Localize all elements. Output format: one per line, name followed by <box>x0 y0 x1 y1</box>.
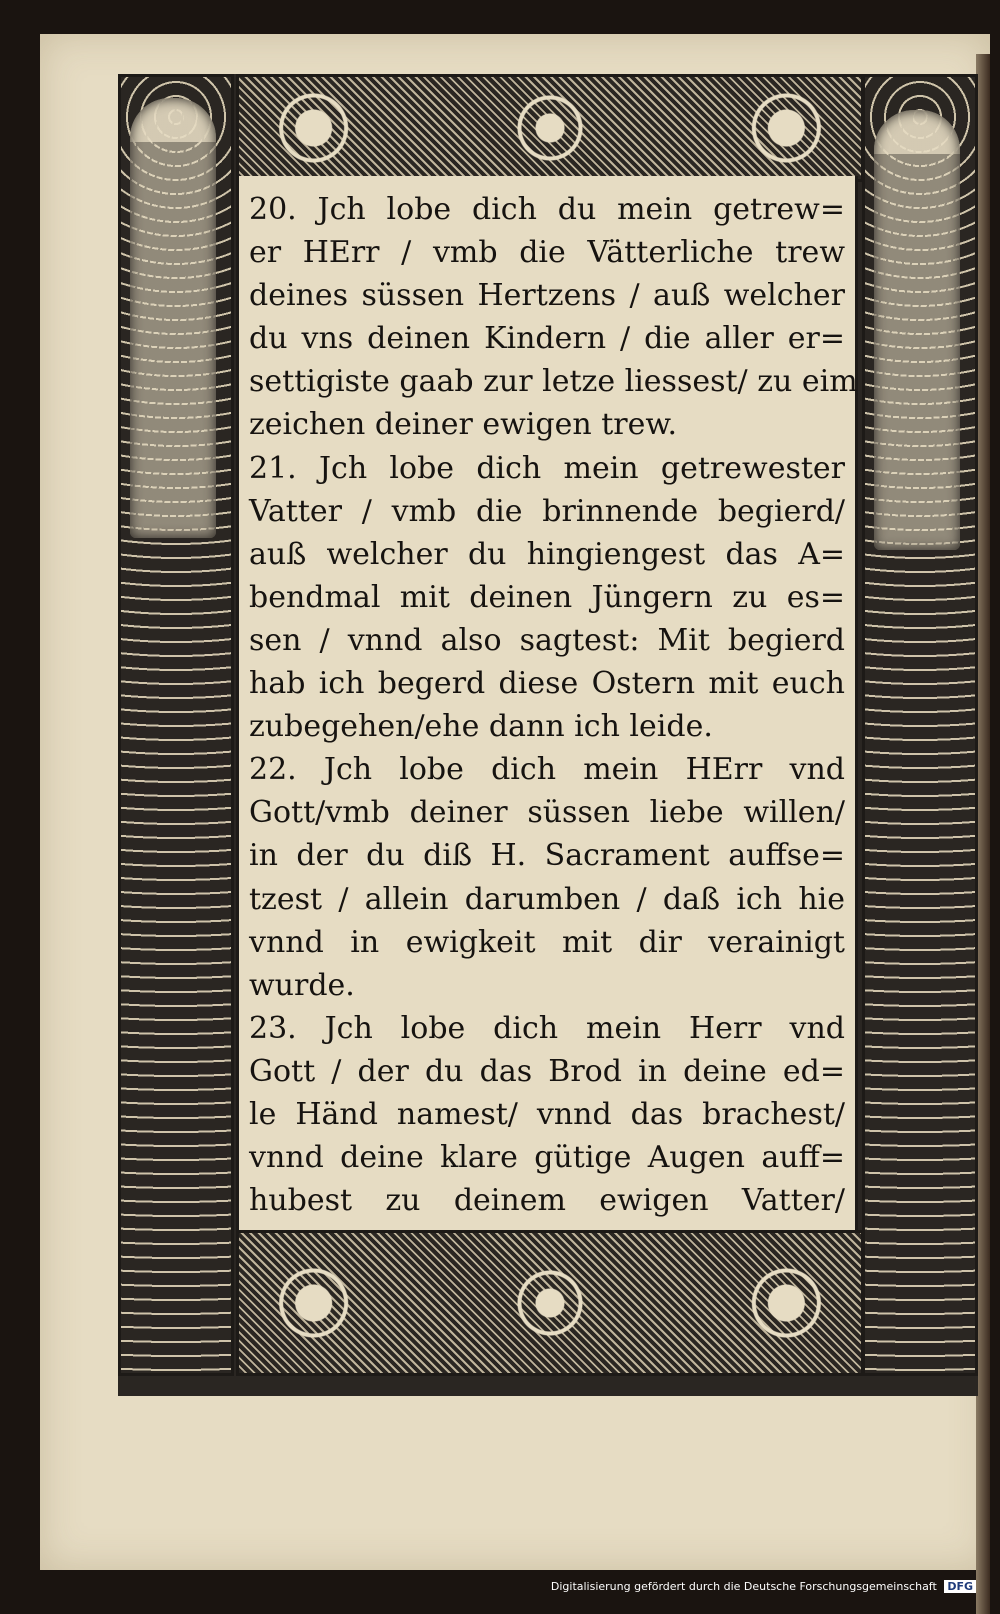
text-line: vnnd deine klare gütige Augen auff= <box>249 1140 845 1176</box>
right-figure-illustration <box>874 110 960 550</box>
text-line: deines süssen Hertzens / auß welcher <box>249 278 845 314</box>
text-line: Gott/vmb deiner süssen liebe willen/ <box>249 795 845 831</box>
left-figure-illustration <box>130 98 216 538</box>
text-block <box>236 176 858 1230</box>
woodcut-border-frame <box>118 74 978 1396</box>
footer-text: Digitalisierung gefördert durch die Deutsche Forschungsgemeinschaft <box>550 1580 937 1593</box>
text-line: du vns deinen Kindern / die aller er= <box>249 321 845 357</box>
text-line: zubegehen/ehe dann ich leide. <box>249 709 713 745</box>
text-line: zeichen deiner ewigen trew. <box>249 407 678 443</box>
digitization-footer <box>551 1580 976 1593</box>
text-line: 23. Jch lobe dich mein Herr vnd <box>249 1010 845 1046</box>
text-line: le Händ namest/ vnnd das brachest/ <box>249 1096 845 1132</box>
text-line: wurde. <box>249 967 355 1003</box>
text-line: Vatter / vmb die brinnende begierd/ <box>249 493 845 529</box>
text-line: hab ich begerd diese Ostern mit euch <box>249 666 845 702</box>
text-line: settigiste gaab zur letze liessest/ zu eim <box>249 364 858 400</box>
text-line: auß welcher du hingiengest das A= <box>249 536 845 572</box>
text-line: sen / vnnd also sagtest: Mit begierd <box>249 622 845 658</box>
text-line: er HErr / vmb die Vätterliche trew <box>249 235 845 271</box>
text-line: vnnd in ewigkeit mit dir verainigt <box>249 924 845 960</box>
text-line: 22. Jch lobe dich mein HErr vnd <box>249 752 845 788</box>
text-line: tzest / allein darumben / daß ich hie <box>249 881 845 917</box>
page-edge <box>976 54 990 1614</box>
text-line: in der du diß H. Sacrament auffse= <box>249 838 845 874</box>
text-line: 20. Jch lobe dich du mein getrew= <box>249 192 845 227</box>
top-ornamental-border <box>236 74 864 182</box>
dfg-logo: DFG <box>944 1580 976 1593</box>
text-line: bendmal mit deinen Jüngern zu es= <box>249 579 845 615</box>
text-line: 21. Jch lobe dich mein getrewester <box>249 450 845 486</box>
bottom-ornamental-border <box>236 1230 864 1376</box>
text-line: hubest zu deinem ewigen Vatter/ <box>249 1183 845 1219</box>
text-line: Gott / der du das Brod in deine ed= <box>249 1053 845 1089</box>
book-page <box>40 34 990 1570</box>
